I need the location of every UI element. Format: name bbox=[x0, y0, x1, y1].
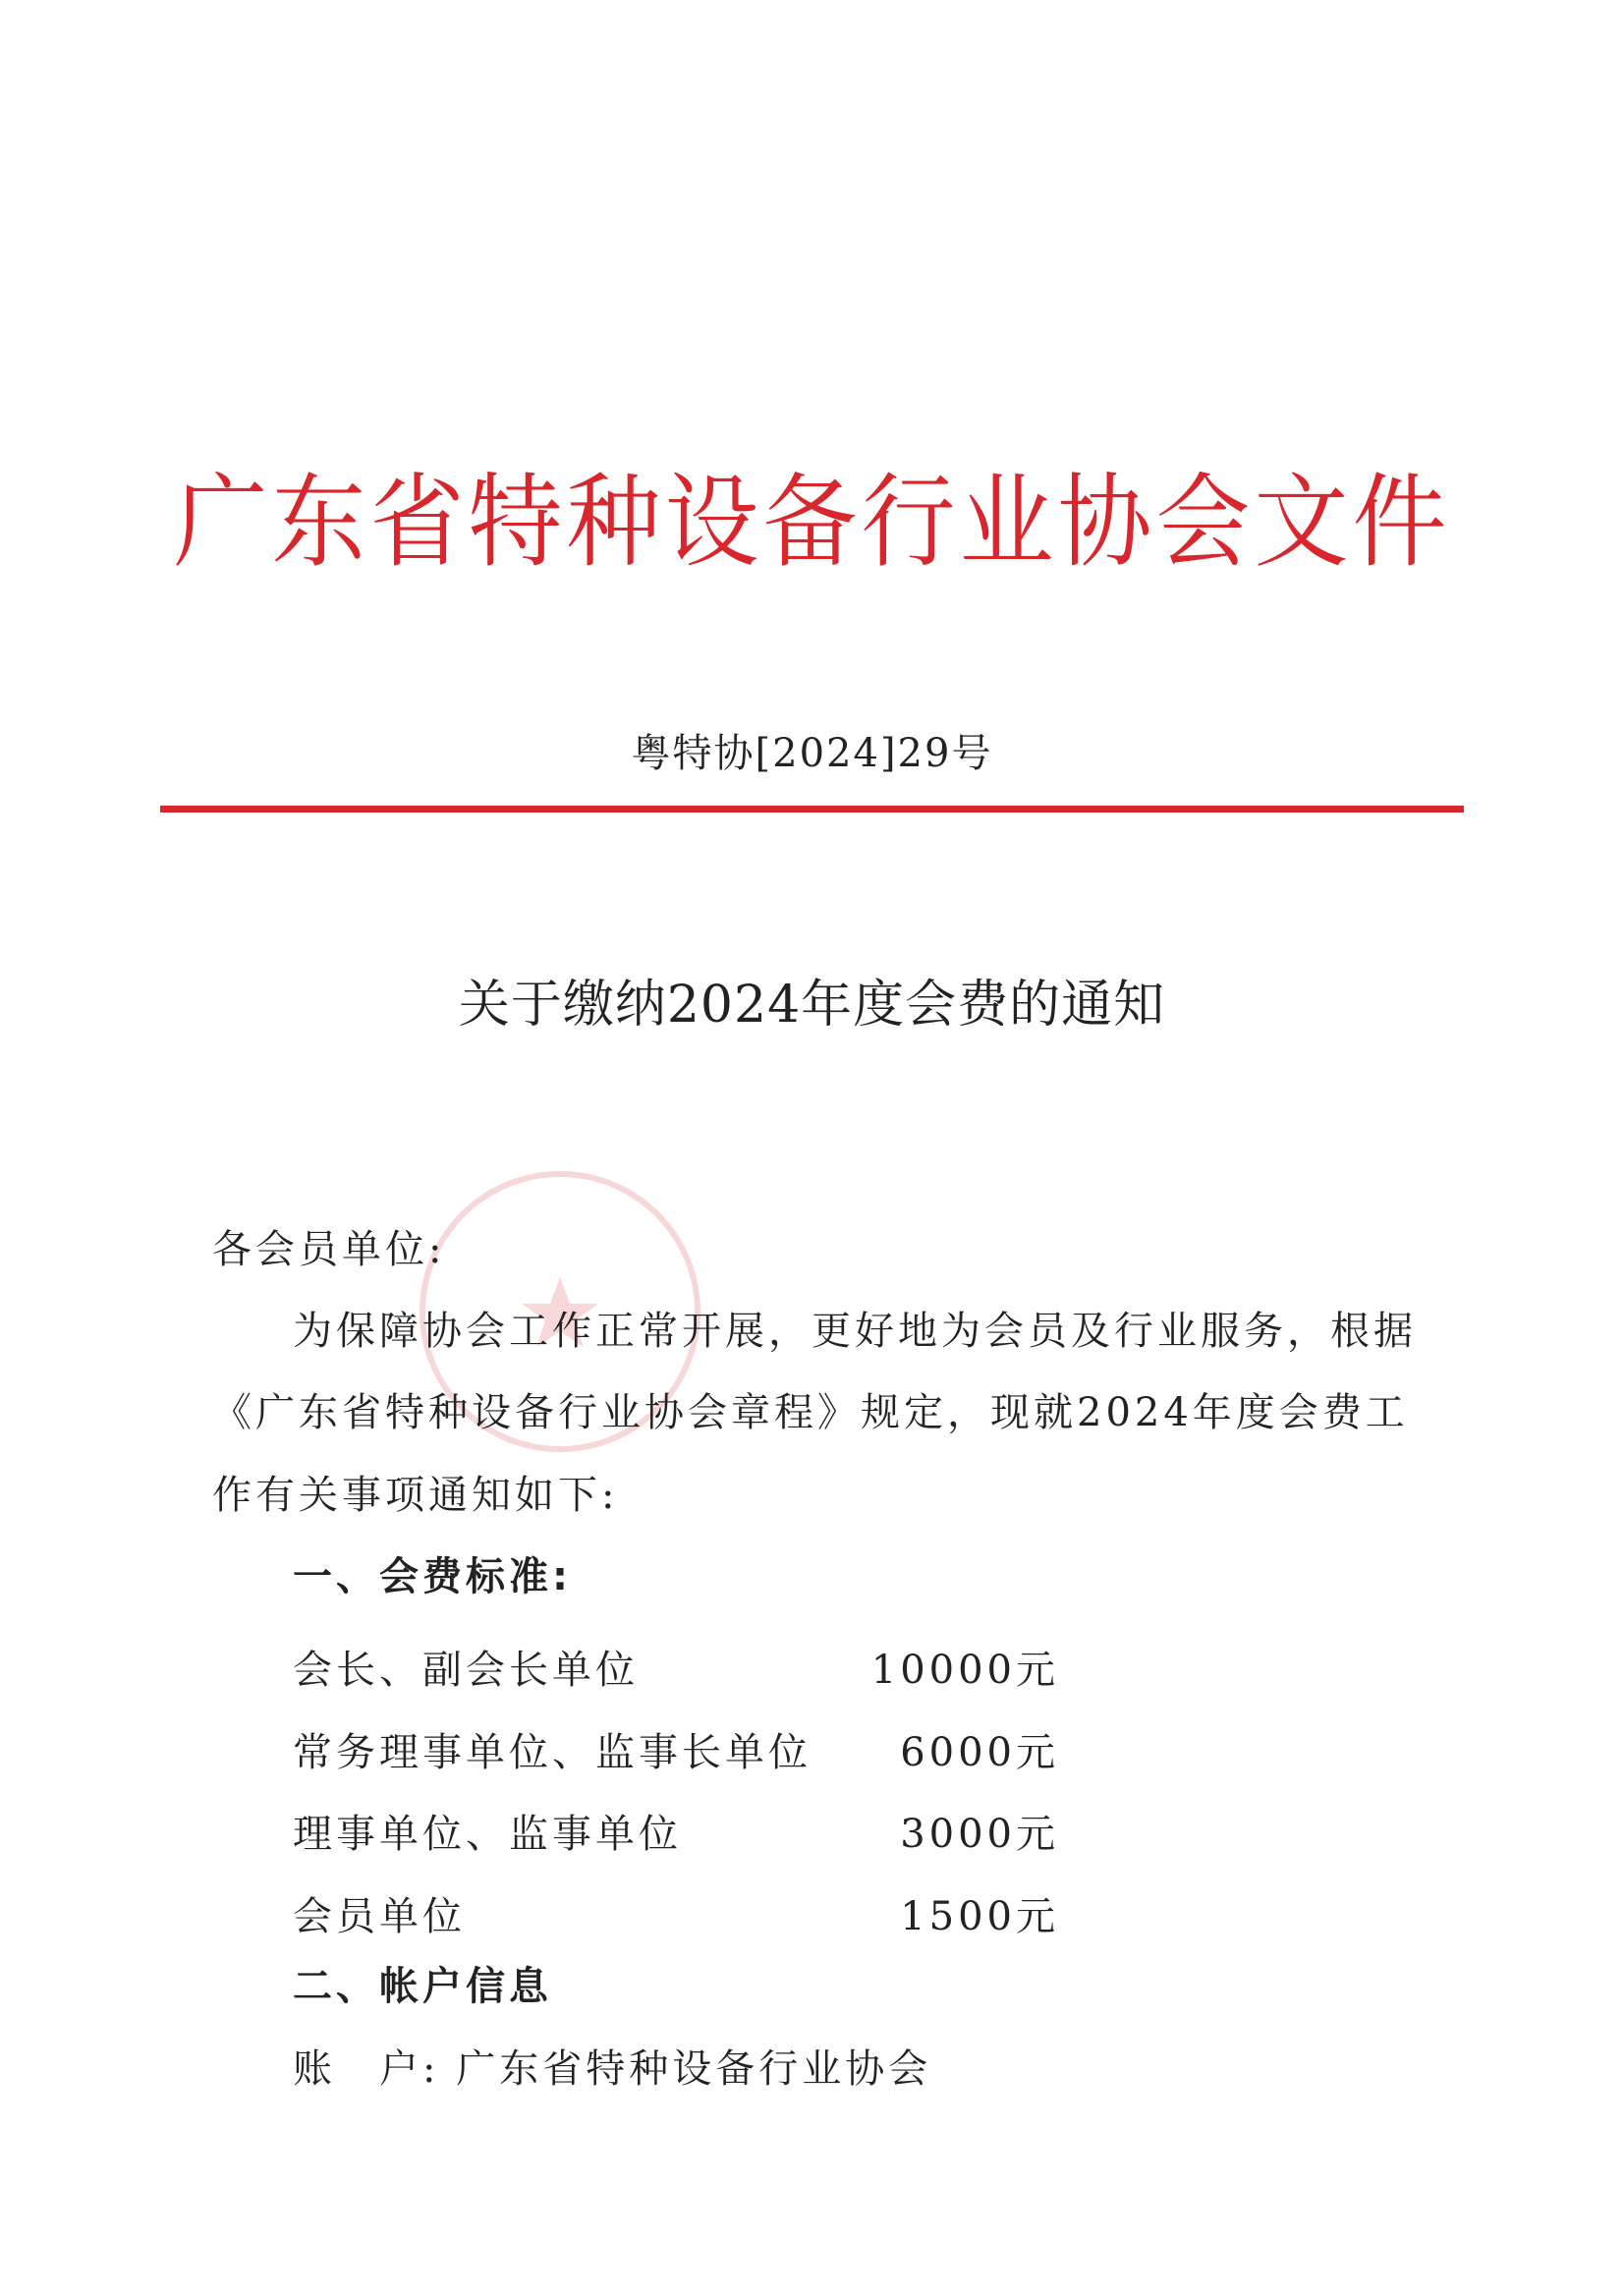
notice-title: 关于缴纳2024年度会费的通知 bbox=[458, 976, 1166, 1035]
fee-amount: 3000元 bbox=[900, 1812, 1059, 1857]
section-heading-fee-standard: 一、会费标准: bbox=[293, 1554, 572, 1599]
fee-row bbox=[293, 1721, 1059, 1775]
fee-label: 常务理事单位、监事长单位 bbox=[293, 1730, 812, 1775]
fee-label: 理事单位、监事单位 bbox=[293, 1812, 682, 1857]
fee-row bbox=[293, 1639, 1059, 1693]
fee-label: 会员单位 bbox=[293, 1894, 466, 1939]
salutation: 各会员单位: bbox=[212, 1227, 446, 1272]
fee-amount: 1500元 bbox=[900, 1894, 1059, 1939]
section-heading-account-info: 二、帐户信息 bbox=[293, 1964, 552, 2009]
intro-line-2: 《广东省特种设备行业协会章程》规定，现就2024年度会费工 bbox=[212, 1390, 1409, 1435]
fee-row bbox=[293, 1803, 1059, 1857]
intro-line-1: 为保障协会工作正常开展，更好地为会员及行业服务，根据 bbox=[293, 1309, 1417, 1354]
fee-label: 会长、副会长单位 bbox=[293, 1648, 639, 1693]
fee-amount: 10000元 bbox=[870, 1648, 1059, 1693]
account-name-line: 账 户: 广东省特种设备行业协会 bbox=[293, 2046, 932, 2092]
fee-amount: 6000元 bbox=[900, 1730, 1059, 1775]
document-number: 粤特协[2024]29号 bbox=[631, 731, 993, 776]
masthead-title: 广东省特种设备行业协会文件 bbox=[173, 463, 1451, 583]
intro-line-3: 作有关事项通知如下: bbox=[212, 1473, 619, 1518]
red-divider-line bbox=[160, 806, 1464, 812]
fee-row bbox=[293, 1885, 1059, 1939]
